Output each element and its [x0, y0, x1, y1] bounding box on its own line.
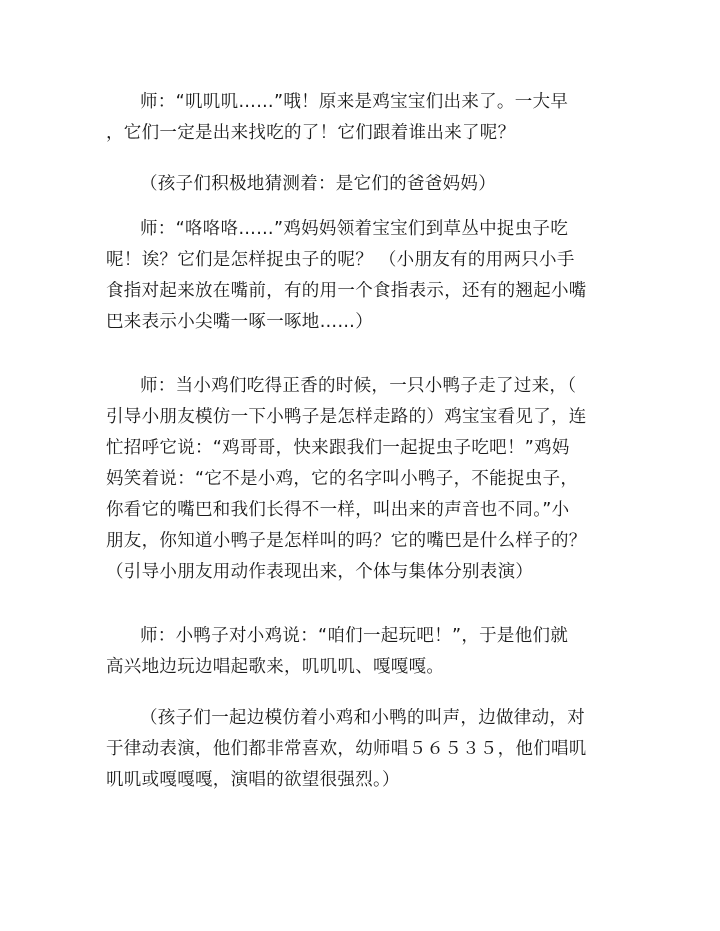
paragraph-1-line-2: ，它们一定是出来找吃的了！它们跟着谁出来了呢？: [106, 123, 516, 143]
paragraph-2-line-1: （孩子们积极地猜测着：是它们的爸爸妈妈）: [140, 174, 496, 194]
paragraph-2: [106, 169, 621, 200]
paragraph-6: [106, 703, 621, 796]
paragraph-4-line-3: 忙招呼它说：“鸡哥哥，快来跟我们一起捉虫子吃吧！”鸡妈: [106, 438, 570, 458]
paragraph-4-line-7: （引导小朋友用动作表现出来，个体与集体分别表演）: [106, 562, 534, 582]
paragraph-5-line-2: 高兴地边玩边唱起歌来，叽叽叽、嘎嘎嘎。: [106, 657, 445, 677]
paragraph-3: [106, 214, 621, 338]
paragraph-5-line-1: 师：小鸭子对小鸡说：“咱们一起玩吧！”，于是他们就: [140, 626, 569, 646]
paragraph-3-line-2: 呢！诶？它们是怎样捉虫子的呢？ （小朋友有的用两只小手: [106, 250, 575, 270]
paragraph-6-line-1: （孩子们一起边模仿着小鸡和小鸭的叫声，边做律动，对: [140, 708, 585, 728]
paragraph-3-line-1: 师：“咯咯咯……”鸡妈妈领着宝宝们到草丛中捉虫子吃: [140, 219, 569, 239]
paragraph-1-line-1: 师：“叽叽叽……”哦！原来是鸡宝宝们出来了。一大早: [140, 92, 569, 112]
paragraph-4: [106, 371, 621, 588]
paragraph-4-line-4: 妈笑着说：“它不是小鸡，它的名字叫小鸭子，不能捉虫子，: [106, 469, 579, 489]
paragraph-6-line-3: 叽叽或嘎嘎嘎，演唱的欲望很强烈。）: [106, 770, 400, 790]
paragraph-3-line-4: 巴来表示小尖嘴一啄一啄地……）: [106, 312, 373, 332]
paragraph-3-line-3: 食指对起来放在嘴前，有的用一个食指表示，还有的翘起小嘴: [106, 281, 587, 301]
paragraph-1: [106, 87, 621, 149]
paragraph-4-line-2: 引导小朋友模仿一下小鸭子是怎样走路的）鸡宝宝看见了，连: [106, 407, 587, 427]
paragraph-6-line-2: 于律动表演，他们都非常喜欢，幼师唱５６５３５，他们唱叽: [106, 739, 587, 759]
paragraph-4-line-1: 师：当小鸡们吃得正香的时候，一只小鸭子走了过来，（: [140, 376, 577, 396]
paragraph-4-line-5: 你看它的嘴巴和我们长得不一样，叫出来的声音也不同。”小: [106, 500, 570, 520]
paragraph-5: [106, 621, 621, 683]
paragraph-4-line-6: 朋友，你知道小鸭子是怎样叫的吗？它的嘴巴是什么样子的？: [106, 531, 587, 551]
